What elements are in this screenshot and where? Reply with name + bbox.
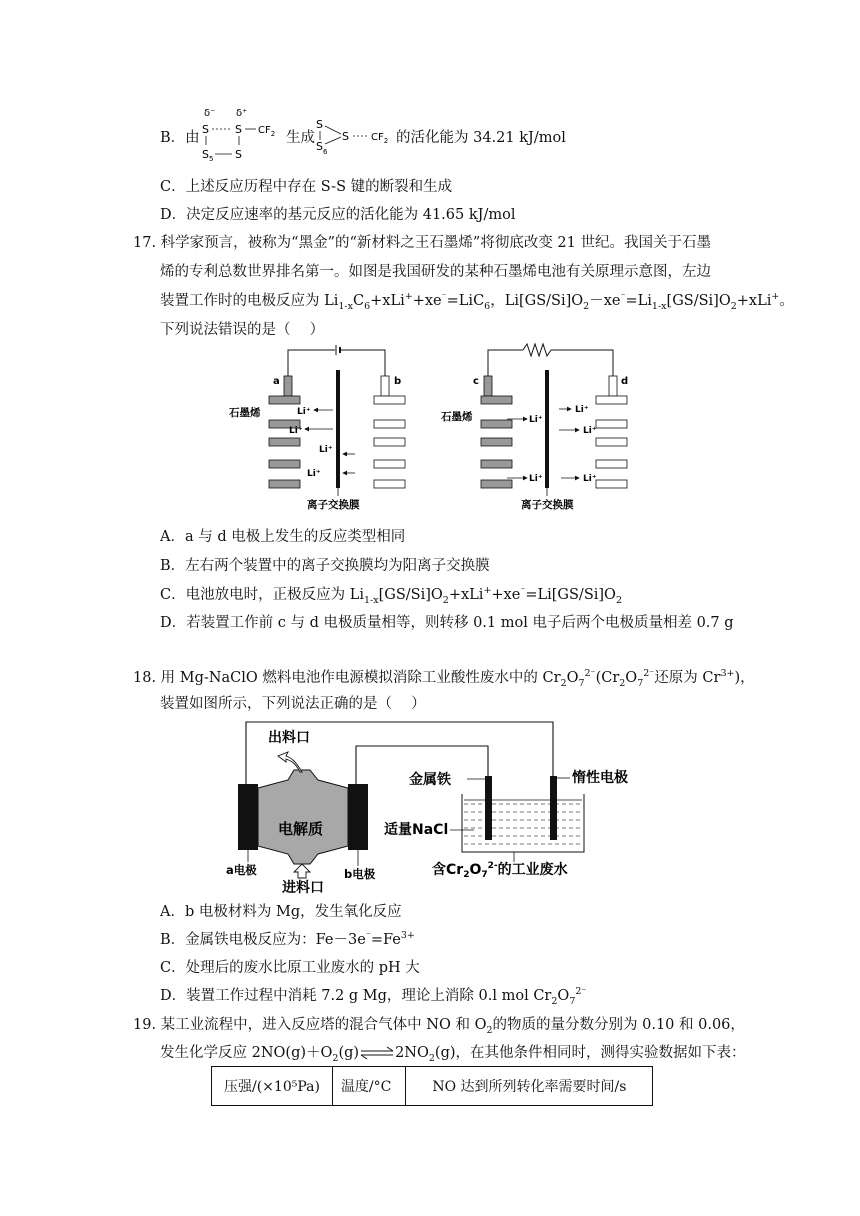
li-ion-label: Li⁺ [529, 415, 543, 425]
q17-option-c: C．电池放电时，正极反应为 $Li_{1-x}[GS/Si]O_2+xLi^++xe^{^-}=Li[GS/Si]O_2$ [160, 585, 622, 606]
graphene-label-left: 石墨烯 [229, 407, 261, 419]
mol1-cf2: $CF_2$ [258, 125, 276, 138]
li-ion-label: Li⁺ [289, 426, 303, 436]
mol1-s5: $S_5$ [202, 148, 214, 163]
q17-line4: 下列说法错误的是（ ） [160, 322, 325, 338]
li-ion-label: Li⁺ [297, 407, 311, 417]
mol2-cf2: $CF_2$ [371, 132, 389, 145]
electrode-b-label: b电极 [344, 867, 376, 881]
electrode-d-label: d [621, 376, 629, 387]
q18-option-c: C．处理后的废水比原工业废水的 pH 大 [160, 960, 420, 976]
q18-option-d: D．装置工作过程中消耗 7.2 g Mg，理论上消除 0.l mol $Cr_2O_7^{2^-}$ [160, 986, 587, 1007]
q16-option-b-mid: 生成 [286, 130, 315, 146]
q16-option-b-suffix: 的活化能为 34.21 kJ/mol [396, 130, 566, 146]
q17-option-b: B．左右两个装置中的离子交换膜均为阳离子交换膜 [160, 558, 490, 574]
mol2-s-top: S [316, 118, 323, 131]
inert-electrode-label: 惰性电极 [572, 770, 628, 786]
q19-line1: 19. 某工业流程中，进入反应塔的混合气体中 NO 和 $O_2$的物质的量分数分别为 0.10 和 0.06， [133, 1017, 745, 1036]
right-cell [440, 344, 628, 511]
molecule-2 [314, 116, 396, 160]
electrode-a-label: a [273, 376, 280, 387]
mol1-s2: S [235, 123, 242, 136]
wastewater-label: 含$Cr_2O_7^{2-}$的工业废水 [432, 861, 568, 880]
mol2-s6: $S_6$ [316, 140, 328, 156]
q19-number: 19. [133, 1017, 157, 1033]
electrolyte-label: 电解质 [278, 820, 324, 838]
q16-option-d: D．决定反应速率的基元反应的活化能为 41.65 kJ/mol [160, 207, 516, 223]
header-pressure: 压强/(×10⁵Pa) [212, 1067, 333, 1106]
q16-option-b-prefix: B．由 [160, 130, 200, 146]
left-cell [228, 345, 405, 511]
li-ion-label: Li⁺ [307, 469, 321, 479]
electrode-c-label: c [473, 376, 479, 387]
outlet-label: 出料口 [268, 730, 310, 746]
membrane-label-right: 离子交换膜 [521, 499, 574, 511]
q18-option-b: B．金属铁电极反应为：$Fe-3e^{^-}=Fe^{3+}$ [160, 930, 415, 948]
nacl-label: 适量NaCl [384, 822, 449, 838]
q16-option-c: C．上述反应历程中存在 S-S 键的断裂和生成 [160, 179, 453, 195]
graphene-label-right: 石墨烯 [441, 411, 473, 423]
q17-option-d: D．若装置工作前 c 与 d 电极质量相等，则转移 0.1 mol 电子后两个电极质量相差 0.7 g [160, 615, 734, 631]
mol1-delta-plus: δ⁺ [236, 108, 248, 119]
q17-number: 17. [133, 235, 157, 251]
q17-line2: 烯的专利总数世界排名第一。如图是我国研发的某种石墨烯电池有关原理示意图，左边 [160, 264, 711, 280]
membrane-label-left: 离子交换膜 [307, 499, 360, 511]
q18-option-a: A．b 电极材料为 Mg，发生氧化反应 [160, 904, 402, 920]
li-ion-label: Li⁺ [529, 474, 543, 484]
q18-figure [226, 716, 646, 896]
li-ion-label: Li⁺ [575, 405, 589, 415]
table-header-row [212, 1067, 653, 1106]
li-ion-label: Li⁺ [583, 474, 597, 484]
q18-line2: 装置如图所示，下列说法正确的是（ ） [160, 696, 426, 712]
electrode-b-label: b [394, 376, 402, 387]
electrode-a-label: a电极 [226, 863, 257, 877]
header-temperature: 温度/°C [332, 1067, 405, 1106]
q19-line2: 发生化学反应 $2NO(g)+O_2(g)$ $2NO_2(g)$，在其他条件相同时，测得实验数据如下表： [160, 1045, 746, 1064]
equilibrium-arrow-icon [359, 1047, 395, 1059]
li-ion-label: Li⁺ [583, 426, 597, 436]
molecule-1 [188, 104, 288, 166]
q17-figure [225, 342, 645, 514]
header-time: NO 达到所列转化率需要时间/s [406, 1067, 653, 1106]
q18-number: 18. [133, 670, 157, 686]
q17-line3: 装置工作时的电极反应为 $Li_{1-x}C_6+xLi^++xe^{^-}=LiC_6$，$Li[GS/Si]O_2-xe^{^-}=Li_{1-x}[GS/Si]O_2+xLi^+$。 [160, 291, 794, 312]
mol2-s-center: S [342, 130, 349, 143]
mol1-delta-minus: δ⁻ [204, 108, 216, 119]
q19-data-table [211, 1066, 653, 1106]
mol1-s1: S [202, 123, 209, 136]
iron-electrode-label: 金属铁 [409, 772, 451, 788]
inlet-label: 进料口 [282, 880, 324, 896]
q17-question [133, 233, 711, 253]
q17-line1: 科学家预言，被称为“黑金”的“新材料之王石墨烯”将彻底改变 21 世纪。我国关于石墨 [160, 235, 711, 251]
mol1-s3: S [235, 148, 242, 161]
li-ion-label: Li⁺ [319, 445, 333, 455]
q18-line1: 18. 用 Mg-NaClO 燃料电池作电源模拟消除工业酸性废水中的 $Cr_2O_7^{2^-}(Cr_2O_7^{2^-}$还原为 $Cr^{3+}$)， [133, 668, 755, 689]
q17-option-a: A．a 与 d 电极上发生的反应类型相同 [160, 529, 406, 545]
